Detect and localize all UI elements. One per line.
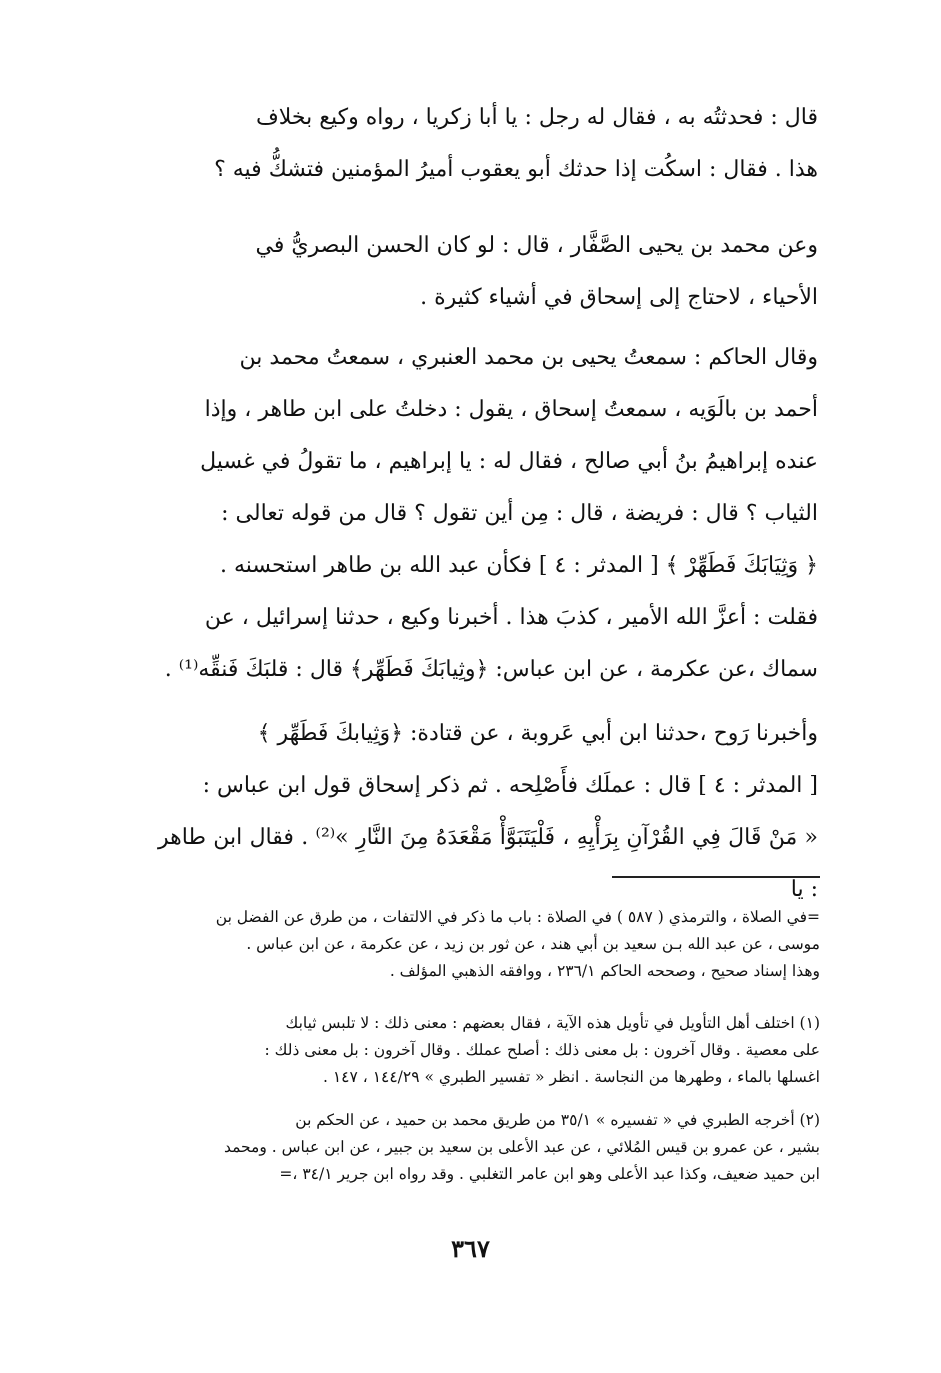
text-line: وقال الحاكم : سمعتُ يحيى بن محمد العنبري ، سمعتُ محمد بن [239, 345, 818, 370]
text-line: أحمد بن بالَوَيه ، سمعتُ إسحاق ، يقول : دخلتُ على ابن طاهر ، وإذا [204, 397, 818, 422]
text-line: هذا . فقال : اسكُت إذا حدثك أبو يعقوب أميرُ المؤمنين فتشكُّ فيه ؟ [214, 157, 818, 182]
text-line: سماك ،عن عكرمة ، عن ابن عباس: ﴿وثِيابَكَ فَطَهِّر﴾ قال : قلبَكَ فَنقِّه⁽¹⁾ . [164, 657, 818, 682]
text-line: [ المدثر : ٤ ] قال : عملَك فأَصْلِحه . ثم ذكر إسحاق قول ابن عباس : [202, 773, 818, 798]
paragraph-ishaq-anecdote [158, 92, 818, 196]
footnote-line: (١) اختلف أهل التأويل في تأويل هذه الآية ، فقال بعضهم : معنى ذلك : لا تلبس ثيابك [285, 1014, 820, 1032]
text-line: فقلت : أعزَّ الله الأمير ، كذبَ هذا . أخبرنا وكيع ، حدثنا إسرائيل ، عن [204, 605, 818, 630]
text-line: الأحياء ، لاحتاج إلى إسحاق في أشياء كثيرة . [420, 285, 818, 310]
footnote-line: (٢) أخرجه الطبري في « تفسيره » ٣٥/١ من طريق محمد بن حميد ، عن الحكم بن [295, 1111, 820, 1129]
footnote-line: موسى ، عن عبد الله بـن سعيد بن أبي هند ، عن ثور بن زيد ، عن عكرمة ، عن ابن عباس . [246, 935, 820, 953]
footnote-line: =في الصلاة ، والترمذي ( ٥٨٧ ) في الصلاة : باب ما ذكر في الالتفات ، من طرق عن الفضل بن [215, 908, 820, 926]
text-line: عنده إبراهيمُ بنُ أبي صالح ، فقال له : يا إبراهيم ، ما تقولُ في غسيل [200, 449, 818, 474]
text-line: ﴿ وَثِيَابَكَ فَطَهِّرْ ﴾ [ المدثر : ٤ ] فكأن عبد الله بن طاهر استحسنه . [219, 553, 818, 578]
footnote-line: على معصية . وقال آخرون : بل معنى ذلك : أصلح عملك . وقال آخرون : بل معنى ذلك : [264, 1041, 820, 1059]
page-number: ٣٦٧ [451, 1234, 490, 1263]
text-line: وأخبرنا رَوح ،حدثنا ابن أبي عَروبة ، عن قتادة: ﴿وَثِيابكَ فَطَهِّر ﴾ [257, 721, 818, 746]
footnote-line: ابن حميد ضعيف، وكذا عبد الأعلى وهو ابن عامر التغلبي . وقد رواه ابن جرير ٣٤/١ ،= [279, 1165, 820, 1183]
text-line: الثياب ؟ قال : فريضة ، قال : مِن أين تقول ؟ قال من قوله تعالى : [221, 501, 818, 526]
footnote-continuation [158, 904, 820, 985]
footnote-line: اغسلها بالماء ، وطهرها من النجاسة . انظر « تفسير الطبري » ١٤٤/٢٩ ، ١٤٧ . [322, 1068, 820, 1086]
text-line: وعن محمد بن يحيى الصَّفَّار ، قال : لو كان الحسن البصريُّ في [255, 233, 818, 258]
footnote-line: بشير ، عن عمرو بن قيس المُلائي ، عن عبد الأعلى بن سعيد بن جبير ، عن ابن عباس . ومحمد [223, 1138, 820, 1156]
footnote-2 [158, 1107, 820, 1188]
text-line: « مَنْ قَالَ فِي القُرْآنِ بِرَأْيِهِ ، فَلْيَتَبَوَّأْ مَقْعَدَهُ مِنَ النَّارِ »⁽²⁾ . فقال ابن طاهر : يا [158, 825, 819, 902]
paragraph-hakim-narration [158, 332, 818, 696]
paragraph-rawh-narration [158, 708, 818, 916]
text-line: قال : فحدثتُه به ، فقال له رجل : يا أبا زكريا ، رواه وكيع بخلاف [256, 105, 818, 130]
footnote-separator [612, 876, 820, 878]
paragraph-saffar-quote [158, 220, 818, 324]
footnote-1 [158, 1010, 820, 1091]
footnote-line: وهذا إسناد صحيح ، وصححه الحاكم ٢٣٦/١ ، ووافقه الذهبي المؤلف . [389, 962, 820, 980]
